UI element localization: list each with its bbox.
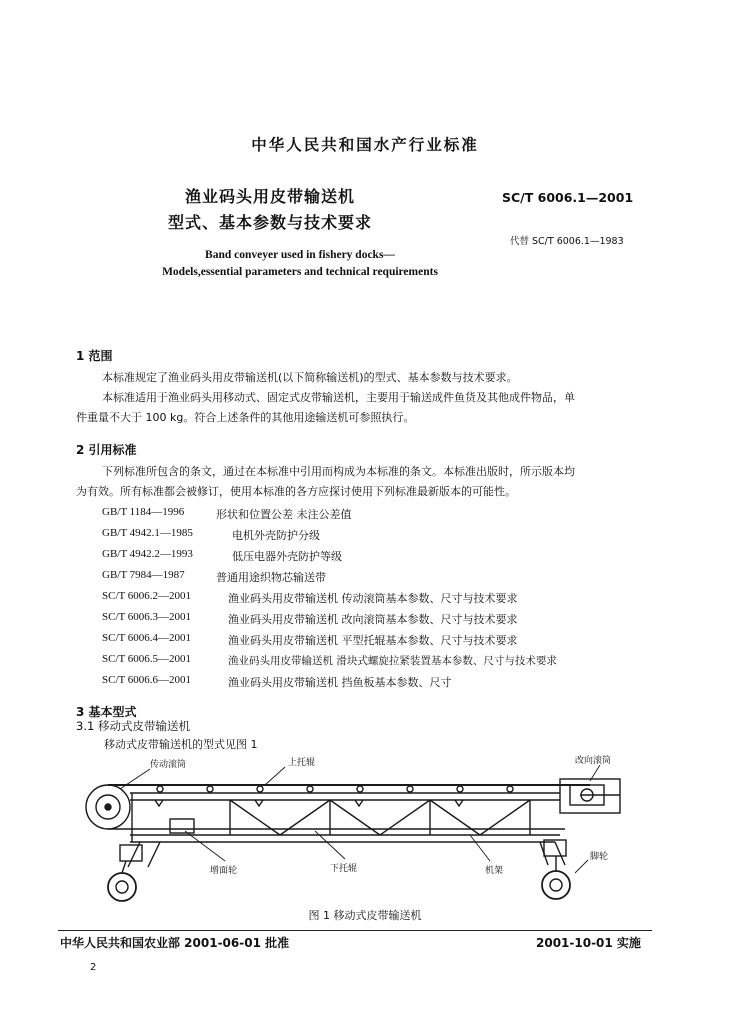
label-upper-idler: 上托辊 <box>288 758 316 768</box>
ref-name: 低压电器外壳防护等级 <box>232 550 342 563</box>
section-3-1-text: 移动式皮带输送机的型式见图 1 <box>104 738 258 751</box>
ref-code: SC/T 6006.3—2001 <box>102 611 192 623</box>
figure-caption: 图 1 移动式皮带输送机 <box>308 909 422 922</box>
footer-rule <box>58 930 652 931</box>
label-lower-idler: 下托辊 <box>330 864 358 874</box>
section-2-para1b: 为有效。所有标准都会被修订，使用本标准的各方应探讨使用下列标准最新版本的可能性。 <box>76 485 516 498</box>
standard-category-header: 中华人民共和国水产行业标准 <box>251 136 479 154</box>
label-caster: 脚轮 <box>590 852 609 862</box>
ref-code: GB/T 1184—1996 <box>102 506 185 518</box>
ref-name: 形状和位置公差 未注公差值 <box>216 508 352 521</box>
ref-code: SC/T 6006.4—2001 <box>102 632 192 644</box>
section-1-para2a: 本标准适用于渔业码头用移动式、固定式皮带输送机，主要用于输送成件鱼货及其他成件物品，单 <box>102 391 575 404</box>
ref-code: GB/T 4942.2—1993 <box>102 548 193 560</box>
section-3-title: 3 基本型式 <box>76 705 137 719</box>
replaces-standard: 代替 SC/T 6006.1—1983 <box>510 236 624 247</box>
ref-code: GB/T 7984—1987 <box>102 569 185 581</box>
ref-name: 渔业码头用皮带输送机 滑块式螺旋拉紧装置基本参数、尺寸与技术要求 <box>228 655 557 667</box>
section-2-title: 2 引用标准 <box>76 443 137 457</box>
page-number: 2 <box>90 962 97 973</box>
label-frame: 机架 <box>485 866 504 876</box>
section-3-1-title: 3.1 移动式皮带输送机 <box>76 719 190 733</box>
standard-number: SC/T 6006.1—2001 <box>502 190 634 205</box>
ref-code: SC/T 6006.2—2001 <box>102 590 192 602</box>
ref-name: 渔业码头用皮带输送机 挡鱼板基本参数、尺寸 <box>228 676 452 689</box>
conveyor-figure <box>60 755 660 910</box>
label-increase-wheel: 增面轮 <box>210 866 238 876</box>
approval-date: 中华人民共和国农业部 2001-06-01 批准 <box>60 936 290 950</box>
title-cn-line1: 渔业码头用皮带输送机 <box>184 187 355 206</box>
section-1-para2b: 件重量不大于 100 kg。符合上述条件的其他用途输送机可参照执行。 <box>76 411 415 424</box>
ref-name: 渔业码头用皮带输送机 平型托辊基本参数、尺寸与技术要求 <box>228 634 518 647</box>
label-redirect-drum: 改向滚筒 <box>575 756 612 766</box>
ref-code: SC/T 6006.6—2001 <box>102 674 192 686</box>
section-1-title: 1 范围 <box>76 349 113 363</box>
ref-name: 电机外壳防护分级 <box>232 529 320 542</box>
title-en-line1: Band conveyer used in fishery docks— <box>205 249 395 261</box>
implementation-date: 2001-10-01 实施 <box>536 936 641 950</box>
ref-name: 渔业码头用皮带输送机 传动滚筒基本参数、尺寸与技术要求 <box>228 592 518 605</box>
ref-name: 渔业码头用皮带输送机 改向滚筒基本参数、尺寸与技术要求 <box>228 613 518 626</box>
ref-code: SC/T 6006.5—2001 <box>102 653 192 665</box>
ref-name: 普通用途织物芯输送带 <box>216 571 326 584</box>
ref-code: GB/T 4942.1—1985 <box>102 527 193 539</box>
title-cn-line2: 型式、基本参数与技术要求 <box>167 213 372 232</box>
section-1-para1: 本标准规定了渔业码头用皮带输送机(以下简称输送机)的型式、基本参数与技术要求。 <box>102 371 518 384</box>
section-2-para1a: 下列标准所包含的条文，通过在本标准中引用而构成为本标准的条文。本标准出版时，所示版本均 <box>102 465 575 478</box>
label-drive-drum: 传动滚筒 <box>150 760 187 770</box>
title-en-line2: Models,essential parameters and technical requirements <box>162 266 438 278</box>
